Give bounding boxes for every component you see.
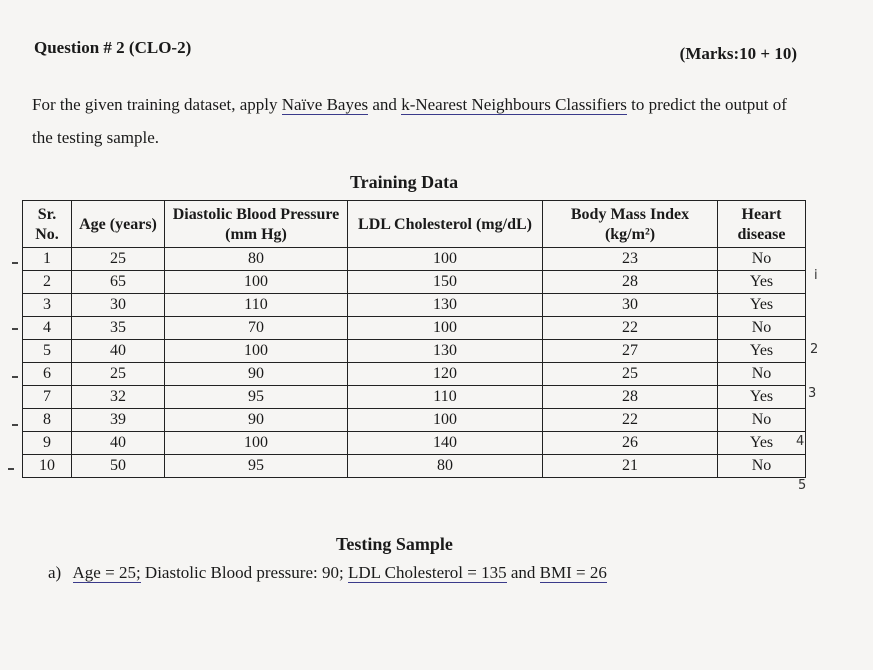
cell-sr-no: 4 xyxy=(23,317,72,340)
cell-age: 30 xyxy=(72,294,165,317)
col-bmi: Body Mass Index (kg/m²) xyxy=(543,201,718,248)
handwritten-tick xyxy=(12,376,18,378)
cell-diastolic-bp: 95 xyxy=(165,455,348,478)
cell-age: 25 xyxy=(72,363,165,386)
cell-ldl: 140 xyxy=(348,432,543,455)
cell-sr-no: 7 xyxy=(23,386,72,409)
cell-diastolic-bp: 90 xyxy=(165,409,348,432)
sample-age: Age = 25; xyxy=(72,563,141,582)
col-heart-disease: Heart disease xyxy=(718,201,806,248)
handwritten-mark: 2 xyxy=(810,342,819,357)
training-data-title: Training Data xyxy=(350,172,459,192)
cell-ldl: 120 xyxy=(348,363,543,386)
instr-text-2: and xyxy=(368,95,402,114)
cell-heart-disease: Yes xyxy=(718,432,806,455)
cell-ldl: 110 xyxy=(348,386,543,409)
cell-ldl: 130 xyxy=(348,294,543,317)
cell-ldl: 100 xyxy=(348,317,543,340)
col-age: Age (years) xyxy=(72,201,165,248)
cell-sr-no: 3 xyxy=(23,294,72,317)
cell-bmi: 25 xyxy=(543,363,718,386)
cell-diastolic-bp: 100 xyxy=(165,271,348,294)
cell-bmi: 28 xyxy=(543,386,718,409)
cell-sr-no: 9 xyxy=(23,432,72,455)
table-row xyxy=(23,432,806,455)
handwritten-mark: 5 xyxy=(798,478,807,493)
cell-bmi: 27 xyxy=(543,340,718,363)
sample-bmi: BMI = 26 xyxy=(539,563,607,582)
cell-age: 39 xyxy=(72,409,165,432)
cell-diastolic-bp: 100 xyxy=(165,340,348,363)
table-row xyxy=(23,363,806,386)
cell-sr-no: 2 xyxy=(23,271,72,294)
training-table xyxy=(22,200,806,478)
cell-age: 65 xyxy=(72,271,165,294)
cell-bmi: 28 xyxy=(543,271,718,294)
col-diastolic-bp: Diastolic Blood Pressure (mm Hg) xyxy=(165,201,348,248)
cell-age: 32 xyxy=(72,386,165,409)
instructions xyxy=(32,88,792,154)
handwritten-mark: i xyxy=(814,268,818,283)
table-row xyxy=(23,317,806,340)
table-header-row xyxy=(23,201,806,248)
cell-heart-disease: No xyxy=(718,363,806,386)
cell-bmi: 22 xyxy=(543,409,718,432)
instr-text-1: For the given training dataset, apply xyxy=(32,95,282,114)
cell-ldl: 150 xyxy=(348,271,543,294)
cell-diastolic-bp: 100 xyxy=(165,432,348,455)
handwritten-mark: 4 xyxy=(796,434,805,449)
col-ldl: LDL Cholesterol (mg/dL) xyxy=(348,201,543,248)
sample-ldl: LDL Cholesterol = 135 xyxy=(347,563,507,582)
table-row xyxy=(23,409,806,432)
cell-age: 40 xyxy=(72,340,165,363)
cell-diastolic-bp: 95 xyxy=(165,386,348,409)
cell-bmi: 23 xyxy=(543,248,718,271)
cell-ldl: 80 xyxy=(348,455,543,478)
cell-ldl: 130 xyxy=(348,340,543,363)
knn-term: k-Nearest Neighbours Classifiers xyxy=(401,95,627,114)
cell-heart-disease: No xyxy=(718,317,806,340)
handwritten-tick xyxy=(12,328,18,330)
cell-diastolic-bp: 80 xyxy=(165,248,348,271)
cell-sr-no: 5 xyxy=(23,340,72,363)
handwritten-tick xyxy=(12,262,18,264)
table-row xyxy=(23,294,806,317)
testing-sample xyxy=(48,563,607,583)
cell-age: 25 xyxy=(72,248,165,271)
handwritten-mark: 3 xyxy=(808,386,817,401)
cell-bmi: 22 xyxy=(543,317,718,340)
cell-sr-no: 10 xyxy=(23,455,72,478)
testing-sample-title: Testing Sample xyxy=(336,534,453,554)
table-row xyxy=(23,455,806,478)
cell-ldl: 100 xyxy=(348,409,543,432)
cell-bmi: 21 xyxy=(543,455,718,478)
cell-diastolic-bp: 70 xyxy=(165,317,348,340)
cell-age: 50 xyxy=(72,455,165,478)
cell-heart-disease: Yes xyxy=(718,386,806,409)
cell-heart-disease: No xyxy=(718,409,806,432)
sample-and: and xyxy=(510,563,536,582)
naive-bayes-term: Naïve Bayes xyxy=(281,95,369,114)
handwritten-tick xyxy=(8,468,14,470)
cell-heart-disease: Yes xyxy=(718,340,806,363)
table-row xyxy=(23,386,806,409)
cell-heart-disease: Yes xyxy=(718,271,806,294)
cell-heart-disease: No xyxy=(718,455,806,478)
cell-bmi: 30 xyxy=(543,294,718,317)
cell-sr-no: 1 xyxy=(23,248,72,271)
cell-bmi: 26 xyxy=(543,432,718,455)
cell-diastolic-bp: 90 xyxy=(165,363,348,386)
col-sr-no: Sr. No. xyxy=(23,201,72,248)
table-row xyxy=(23,271,806,294)
cell-diastolic-bp: 110 xyxy=(165,294,348,317)
handwritten-tick xyxy=(12,424,18,426)
cell-age: 35 xyxy=(72,317,165,340)
table-row xyxy=(23,248,806,271)
cell-sr-no: 8 xyxy=(23,409,72,432)
cell-heart-disease: Yes xyxy=(718,294,806,317)
table-row xyxy=(23,340,806,363)
question-heading: Question # 2 (CLO-2) xyxy=(34,38,192,57)
cell-age: 40 xyxy=(72,432,165,455)
marks-label: (Marks:10 + 10) xyxy=(679,44,797,63)
sample-bp: Diastolic Blood pressure: 90; xyxy=(144,563,344,582)
instr-text-3: to predict the output of the testing sample. xyxy=(32,95,787,147)
cell-heart-disease: No xyxy=(718,248,806,271)
sample-label: a) xyxy=(48,563,62,582)
cell-ldl: 100 xyxy=(348,248,543,271)
cell-sr-no: 6 xyxy=(23,363,72,386)
